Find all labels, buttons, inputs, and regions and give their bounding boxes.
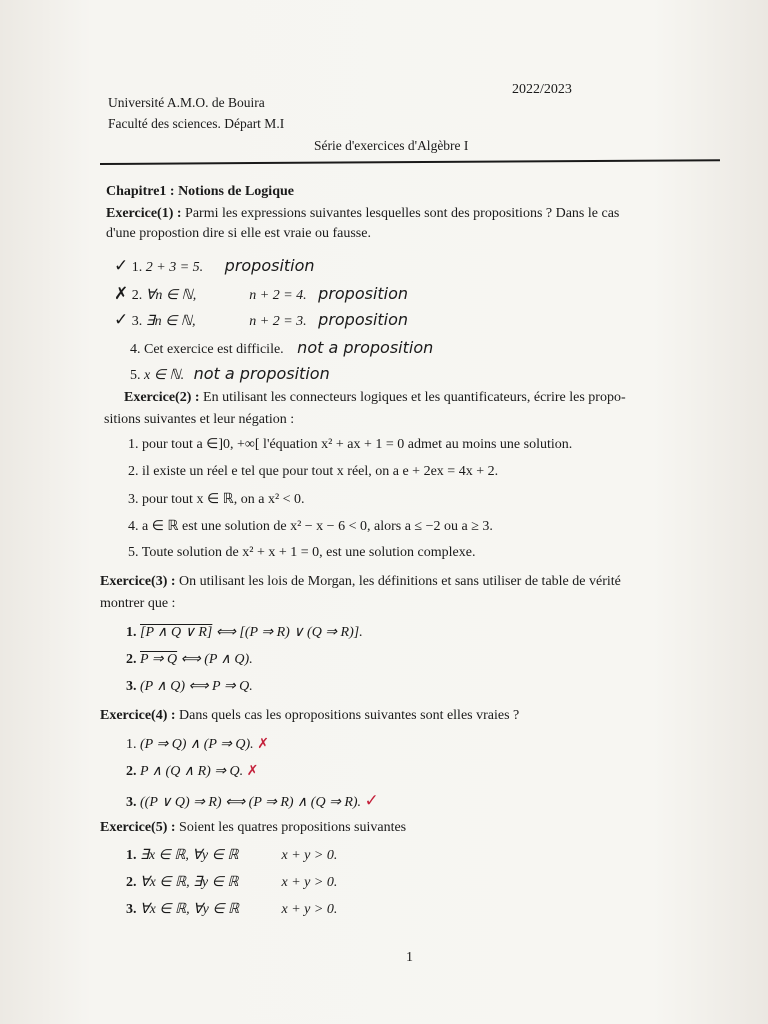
check-mark-icon: ✓ xyxy=(114,256,129,276)
handwritten-note: not a proposition xyxy=(297,338,434,357)
chapter-title: Chapitre1 : Notions de Logique xyxy=(106,184,294,199)
cross-mark-icon: ✗ xyxy=(246,763,259,779)
ex4-item-1: 1. (P ⇒ Q) ∧ (P ⇒ Q). ✗ xyxy=(126,736,269,752)
ex2-item-3: 3. pour tout x ∈ ℝ, on a x² < 0. xyxy=(128,492,305,507)
ex3-intro-line1: Exercice(3) : On utilisant les lois de Morgan, les définitions et sans utiliser de table de vérité xyxy=(100,574,621,589)
faculty-name: Faculté des sciences. Départ M.I xyxy=(108,116,285,131)
ex2-item-2: 2. il existe un réel e tel que pour tout x réel, on a e + 2ex = 4x + 2. xyxy=(128,464,499,479)
ex5-label: Exercice(5) : xyxy=(100,820,176,835)
cross-mark-icon: ✗ xyxy=(257,736,269,752)
handwritten-note: proposition xyxy=(318,284,409,303)
ex3-item-1: 1. [P ∧ Q ∨ R] ⟺ [(P ⇒ R) ∨ (Q ⇒ R)]. xyxy=(126,625,363,640)
handwritten-note: proposition xyxy=(318,310,409,329)
ex2-item-4: 4. a ∈ ℝ est une solution de x² − x − 6 < 0, alors a ≤ −2 ou a ≥ 3. xyxy=(128,519,493,534)
ex1-item-3: ✓ 3. ∃n ∈ ℕ, n + 2 = 3. proposition xyxy=(114,310,409,330)
ex1-text2: d'une propostion dire si elle est vraie ou fausse. xyxy=(106,226,371,241)
ex5-item-2: 2. ∀x ∈ ℝ, ∃y ∈ ℝ x + y > 0. xyxy=(126,875,338,890)
ex4-item-2: 2. P ∧ (Q ∧ R) ⇒ Q. ✗ xyxy=(126,763,259,779)
ex1-intro-line1 xyxy=(106,206,619,222)
ex1-item-1: ✓ 1. 2 + 3 = 5. proposition xyxy=(114,256,315,276)
check-mark-icon: ✓ xyxy=(364,791,379,811)
ex2-item-5: 5. Toute solution de x² + x + 1 = 0, est une solution complexe. xyxy=(128,545,476,560)
ex5-item-1: 1. ∃x ∈ ℝ, ∀y ∈ ℝ x + y > 0. xyxy=(126,848,338,863)
ex5-intro-line1: Exercice(5) : Soient les quatres propositions suivantes xyxy=(100,820,407,835)
academic-year: 2022/2023 xyxy=(512,82,572,97)
ex4-intro-line1: Exercice(4) : Dans quels cas les opropositions suivantes sont elles vraies ? xyxy=(100,708,520,723)
ex1-label: Exercice(1) : xyxy=(106,206,182,221)
ex3-label: Exercice(3) : xyxy=(100,574,176,589)
page-number: 1 xyxy=(406,950,413,965)
ex3-text2: montrer que : xyxy=(100,596,176,611)
ex2-text2: sitions suivantes et leur négation : xyxy=(104,412,295,427)
series-title: Série d'exercices d'Algèbre I xyxy=(314,138,469,153)
cross-mark-icon: ✗ xyxy=(114,284,129,304)
ex1-text1: Parmi les expressions suivantes lesquelles sont des propositions ? Dans le cas xyxy=(185,206,620,221)
ex5-item-3: 3. ∀x ∈ ℝ, ∀y ∈ ℝ x + y > 0. xyxy=(126,902,338,917)
check-mark-icon: ✓ xyxy=(114,310,129,330)
handwritten-note: proposition xyxy=(224,256,315,275)
university-name: Université A.M.O. de Bouira xyxy=(108,95,265,110)
ex1-item-5: 5. x ∈ ℕ. not a proposition xyxy=(130,364,330,383)
ex1-item-4: 4. Cet exercice est difficile. not a proposition xyxy=(130,338,434,357)
header-rule xyxy=(100,159,720,165)
ex4-label: Exercice(4) : xyxy=(100,708,176,723)
handwritten-note: not a proposition xyxy=(193,364,330,383)
ex2-label: Exercice(2) : xyxy=(124,390,200,405)
ex1-item-2: ✗ 2. ∀n ∈ ℕ, n + 2 = 4. proposition xyxy=(114,284,409,304)
header-left xyxy=(108,92,284,134)
ex2-item-1: 1. pour tout a ∈]0, +∞[ l'équation x² + ax + 1 = 0 admet au moins une solution. xyxy=(128,437,573,452)
ex2-intro-line1: Exercice(2) : En utilisant les connecteurs logiques et les quantificateurs, écrire les propo- xyxy=(124,390,626,405)
ex4-item-3: 3. ((P ∨ Q) ⇒ R) ⟺ (P ⇒ R) ∧ (Q ⇒ R). ✓ xyxy=(126,791,379,811)
ex3-item-2: 2. P ⇒ Q ⟺ (P ∧ Q). xyxy=(126,652,253,667)
ex3-item-3: 3. (P ∧ Q) ⟺ P ⇒ Q. xyxy=(126,679,253,694)
